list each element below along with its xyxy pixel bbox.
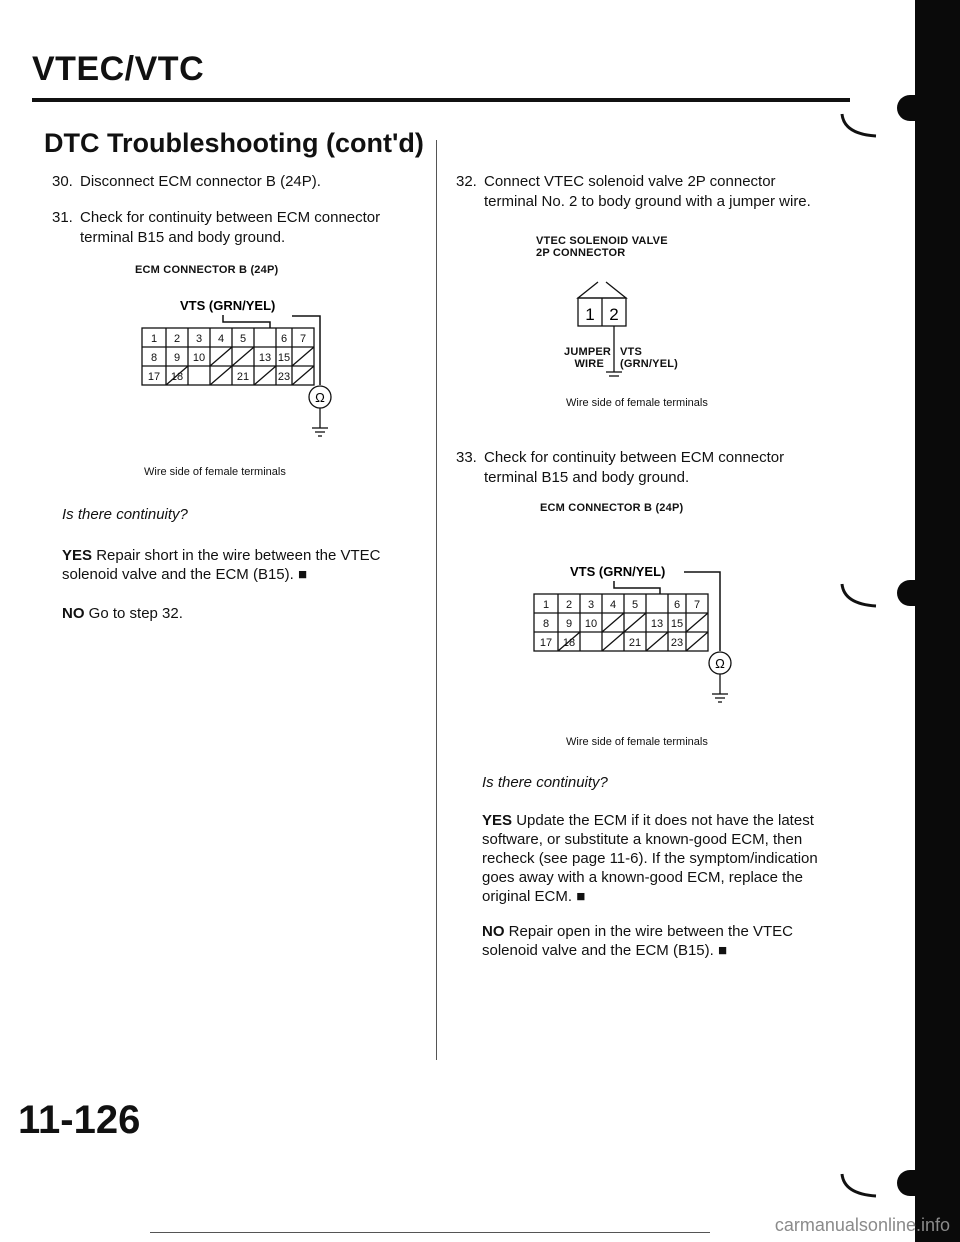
step-text: Disconnect ECM connector B (24P).: [80, 173, 321, 190]
terminal-4: 4: [217, 333, 225, 345]
terminal-6: 6: [673, 599, 681, 611]
terminal-1: 1: [542, 599, 550, 611]
yes-text: recheck (see page 11-6). If the symptom/indication: [482, 850, 818, 867]
step-31: [52, 208, 432, 248]
yes-answer: YES Update the ECM if it does not have the latest software, or substitute a known-good ECM, then recheck (see page 11-6). If the symptom/indication goes away with a known-good ECM, replace the original ECM. ■: [482, 812, 818, 905]
step-text: terminal B15 and body ground.: [80, 229, 286, 246]
step-text: Connect VTEC solenoid valve 2P connector: [484, 173, 776, 190]
wire-label: VTS (GRN/YEL): [180, 298, 276, 313]
header-rule: [32, 98, 850, 102]
jumper-wire-label: [564, 346, 612, 370]
terminal-4: 4: [609, 599, 617, 611]
no-text: solenoid valve and the ECM (B15).: [482, 942, 714, 959]
jumper-label-line: JUMPER: [564, 346, 612, 358]
terminal-2: 2: [565, 599, 573, 611]
no-text: Repair open in the wire between the VTEC: [508, 923, 793, 940]
corner-mark: [840, 582, 880, 610]
terminal-3: 3: [195, 333, 203, 345]
terminal-9: 9: [565, 618, 573, 630]
valve-caption-line: 2P CONNECTOR: [536, 247, 626, 259]
ohm-symbol: Ω: [315, 390, 325, 405]
watermark[interactable]: carmanualsonline.info: [774, 1215, 950, 1235]
section-tab: [897, 95, 915, 121]
ecm-connector-diagram: [130, 290, 370, 460]
yes-text: goes away with a known-good ECM, replace the: [482, 869, 804, 886]
yes-text: software, or substitute a known-good ECM, then: [482, 831, 803, 848]
step-text: terminal B15 and body ground.: [484, 469, 690, 486]
section-tab: [897, 1170, 915, 1196]
page-number: 11-126: [18, 1098, 141, 1142]
yes-label: YES: [62, 547, 93, 564]
continuity-question: Is there continuity?: [62, 506, 188, 523]
ohm-symbol: Ω: [715, 656, 725, 671]
step-number: 32.: [456, 173, 477, 190]
terminal-17: 17: [539, 637, 553, 649]
step-33: [456, 448, 836, 488]
no-answer: [62, 604, 183, 623]
footer-rule: [150, 1232, 710, 1233]
step-text: Check for continuity between ECM connector: [80, 209, 381, 226]
terminal-5: 5: [239, 333, 247, 345]
yes-answer: YES Repair short in the wire between the VTEC solenoid valve and the ECM (B15). ■: [62, 547, 381, 583]
no-label: NO: [482, 923, 505, 940]
yes-text: original ECM.: [482, 888, 573, 905]
pin-1: 1: [585, 305, 595, 324]
page-title: VTEC/VTC: [32, 50, 205, 88]
binding-edge-band: [915, 0, 960, 1242]
terminal-21: 21: [628, 637, 642, 649]
step-number: 33.: [456, 449, 477, 466]
wire-side-caption: Wire side of female terminals: [566, 736, 708, 748]
terminal-2: 2: [173, 333, 181, 345]
ecm-connector-diagram: [520, 548, 760, 718]
terminal-15: 15: [277, 352, 291, 364]
step-32: [456, 172, 836, 212]
terminal-3: 3: [587, 599, 595, 611]
wire-side-caption: Wire side of female terminals: [144, 466, 286, 478]
terminal-23: 23: [670, 637, 684, 649]
vts-label-line: VTS: [620, 346, 642, 358]
continuity-question: Is there continuity?: [482, 774, 608, 791]
valve-caption-line: VTEC SOLENOID VALVE: [536, 235, 668, 247]
no-label: NO: [62, 605, 85, 622]
terminal-23: 23: [277, 371, 291, 383]
step-30: [52, 172, 432, 192]
terminal-17: 17: [147, 371, 161, 383]
vts-label: [620, 346, 678, 370]
corner-mark: [840, 1172, 880, 1200]
terminal-5: 5: [631, 599, 639, 611]
no-answer: NO Repair open in the wire between the VTEC solenoid valve and the ECM (B15). ■: [482, 923, 793, 959]
terminal-13: 13: [650, 618, 664, 630]
yes-text: Repair short in the wire between the VTEC: [96, 547, 381, 564]
terminal-21: 21: [236, 371, 250, 383]
yes-label: YES: [482, 812, 513, 829]
terminal-6: 6: [280, 333, 288, 345]
jumper-label-line: WIRE: [574, 358, 604, 370]
terminal-10: 10: [192, 352, 206, 364]
terminal-1: 1: [150, 333, 158, 345]
wire-label: VTS (GRN/YEL): [570, 564, 666, 579]
vts-label-line: (GRN/YEL): [620, 358, 679, 370]
no-text: Go to step 32.: [88, 605, 183, 622]
terminal-18: 18: [562, 637, 576, 649]
terminal-8: 8: [150, 352, 158, 364]
terminal-15: 15: [670, 618, 684, 630]
terminal-9: 9: [173, 352, 181, 364]
yes-text: solenoid valve and the ECM (B15).: [62, 566, 294, 583]
corner-mark: [840, 112, 880, 140]
terminal-7: 7: [299, 333, 307, 345]
terminal-7: 7: [693, 599, 701, 611]
valve-caption: [536, 235, 668, 259]
terminal-18: 18: [170, 371, 184, 383]
column-divider: [436, 140, 437, 1060]
step-number: 30.: [52, 173, 73, 190]
terminal-8: 8: [542, 618, 550, 630]
wire-side-caption: Wire side of female terminals: [566, 397, 708, 409]
connector-caption: ECM CONNECTOR B (24P): [540, 502, 684, 514]
step-text: Check for continuity between ECM connector: [484, 449, 785, 466]
section-tab: [897, 580, 915, 606]
terminal-13: 13: [258, 352, 272, 364]
step-number: 31.: [52, 209, 73, 226]
section-title: DTC Troubleshooting (cont'd): [44, 128, 424, 158]
step-text: terminal No. 2 to body ground with a jumper wire.: [484, 193, 811, 210]
connector-caption: ECM CONNECTOR B (24P): [135, 264, 279, 276]
pin-2: 2: [609, 305, 619, 324]
yes-text: Update the ECM if it does not have the latest: [516, 812, 814, 829]
terminal-10: 10: [584, 618, 598, 630]
